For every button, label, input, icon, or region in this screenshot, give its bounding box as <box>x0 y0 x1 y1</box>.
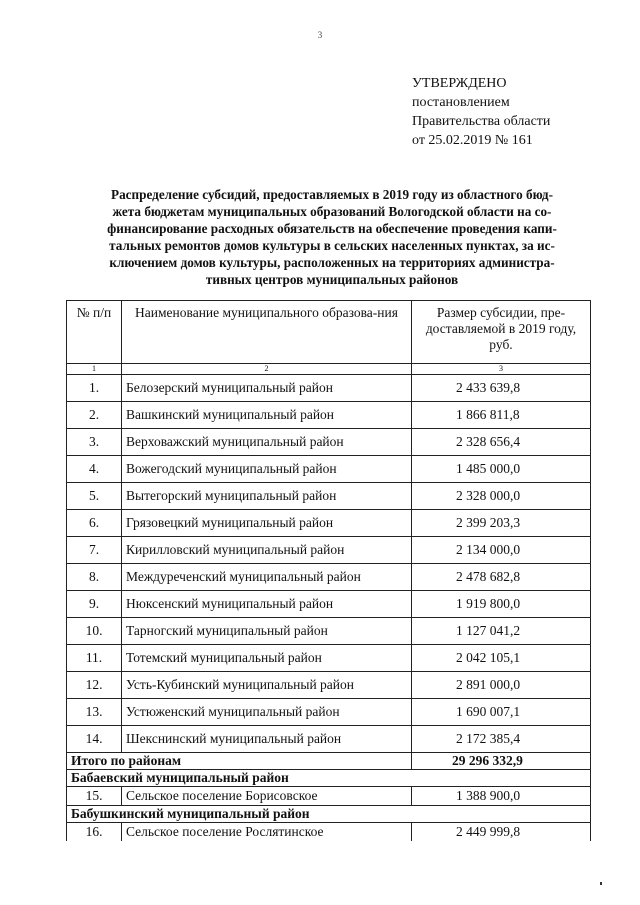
row-number: 7. <box>67 537 122 564</box>
row-name: Кирилловский муниципальный район <box>122 537 412 564</box>
row-sum: 2 449 999,8 <box>412 823 591 842</box>
row-sum: 2 134 000,0 <box>412 537 591 564</box>
approval-line: Правительства области <box>412 114 551 129</box>
title-line: Распределение субсидий, предоставляемых в 2019 году из областного бюд- <box>111 187 553 202</box>
group-row <box>67 770 591 787</box>
total-sum: 29 296 332,9 <box>412 753 591 770</box>
row-number: 5. <box>67 483 122 510</box>
title-line: финансирование расходных обязательств на обеспечение проведения капи- <box>107 221 557 236</box>
row-sum: 2 328 000,0 <box>412 483 591 510</box>
table-row <box>67 375 591 402</box>
total-row <box>67 753 591 770</box>
row-name: Сельское поселение Борисовское <box>122 787 412 806</box>
row-name: Вожегодский муниципальный район <box>122 456 412 483</box>
row-name: Верховажский муниципальный район <box>122 429 412 456</box>
row-name: Шекснинский муниципальный район <box>122 726 412 753</box>
subsidy-table <box>66 300 591 841</box>
row-number: 6. <box>67 510 122 537</box>
group-row <box>67 806 591 823</box>
title-line: жета бюджетам муниципальных образований Вологодской области на со- <box>112 204 552 219</box>
row-name: Устюженский муниципальный район <box>122 699 412 726</box>
row-sum: 2 478 682,8 <box>412 564 591 591</box>
row-number: 8. <box>67 564 122 591</box>
table-row <box>67 564 591 591</box>
row-number: 16. <box>67 823 122 842</box>
table-row <box>67 645 591 672</box>
row-name: Тотемский муниципальный район <box>122 645 412 672</box>
row-sum: 1 919 800,0 <box>412 591 591 618</box>
table-row <box>67 429 591 456</box>
row-name: Сельское поселение Рослятинское <box>122 823 412 842</box>
row-sum: 1 388 900,0 <box>412 787 591 806</box>
row-sum: 2 172 385,4 <box>412 726 591 753</box>
page-number: 3 <box>317 30 323 40</box>
row-sum: 2 433 639,8 <box>412 375 591 402</box>
table-row <box>67 591 591 618</box>
row-sum: 1 485 000,0 <box>412 456 591 483</box>
table-row <box>67 699 591 726</box>
approval-line: от 25.02.2019 № 161 <box>412 133 533 148</box>
table-row <box>67 483 591 510</box>
table-row <box>67 537 591 564</box>
row-number: 9. <box>67 591 122 618</box>
header-name: Наименование муниципального образова-ния <box>122 301 412 364</box>
table-row <box>67 787 591 806</box>
approval-stamp <box>412 74 550 150</box>
table-row <box>67 456 591 483</box>
column-number: 2 <box>122 364 412 375</box>
row-sum: 1 127 041,2 <box>412 618 591 645</box>
table-row <box>67 510 591 537</box>
title-line: тальных ремонтов домов культуры в сельских населенных пунктах, за ис- <box>109 238 555 253</box>
row-name: Вытегорский муниципальный район <box>122 483 412 510</box>
row-sum: 1 866 811,8 <box>412 402 591 429</box>
row-name: Междуреченский муниципальный район <box>122 564 412 591</box>
row-number: 12. <box>67 672 122 699</box>
scan-mark <box>600 882 602 885</box>
row-number: 13. <box>67 699 122 726</box>
approval-line: УТВЕРЖДЕНО <box>412 76 507 91</box>
column-number-row <box>67 364 591 375</box>
table-header-row <box>67 301 591 364</box>
table-row <box>67 823 591 842</box>
row-name: Грязовецкий муниципальный район <box>122 510 412 537</box>
row-number: 11. <box>67 645 122 672</box>
table-row <box>67 726 591 753</box>
header-number: № п/п <box>67 301 122 364</box>
row-name: Белозерский муниципальный район <box>122 375 412 402</box>
row-number: 14. <box>67 726 122 753</box>
row-sum: 2 891 000,0 <box>412 672 591 699</box>
header-sum: Размер субсидии, пре-доставляемой в 2019 году, руб. <box>412 301 591 364</box>
title-line: ключением домов культуры, расположенных на территориях администра- <box>109 255 555 270</box>
row-sum: 1 690 007,1 <box>412 699 591 726</box>
row-number: 1. <box>67 375 122 402</box>
document-title <box>62 186 602 288</box>
column-number: 1 <box>67 364 122 375</box>
table-row <box>67 618 591 645</box>
table-row <box>67 672 591 699</box>
row-name: Усть-Кубинский муниципальный район <box>122 672 412 699</box>
row-number: 3. <box>67 429 122 456</box>
row-name: Тарногский муниципальный район <box>122 618 412 645</box>
row-name: Нюксенский муниципальный район <box>122 591 412 618</box>
total-label: Итого по районам <box>67 753 412 770</box>
row-number: 15. <box>67 787 122 806</box>
table-row <box>67 402 591 429</box>
row-sum: 2 042 105,1 <box>412 645 591 672</box>
row-number: 10. <box>67 618 122 645</box>
column-number: 3 <box>412 364 591 375</box>
row-name: Вашкинский муниципальный район <box>122 402 412 429</box>
row-number: 2. <box>67 402 122 429</box>
row-number: 4. <box>67 456 122 483</box>
title-line: тивных центров муниципальных районов <box>205 272 459 287</box>
row-sum: 2 328 656,4 <box>412 429 591 456</box>
group-title: Бабушкинский муниципальный район <box>67 806 591 823</box>
approval-line: постановлением <box>412 95 510 110</box>
row-sum: 2 399 203,3 <box>412 510 591 537</box>
group-title: Бабаевский муниципальный район <box>67 770 591 787</box>
